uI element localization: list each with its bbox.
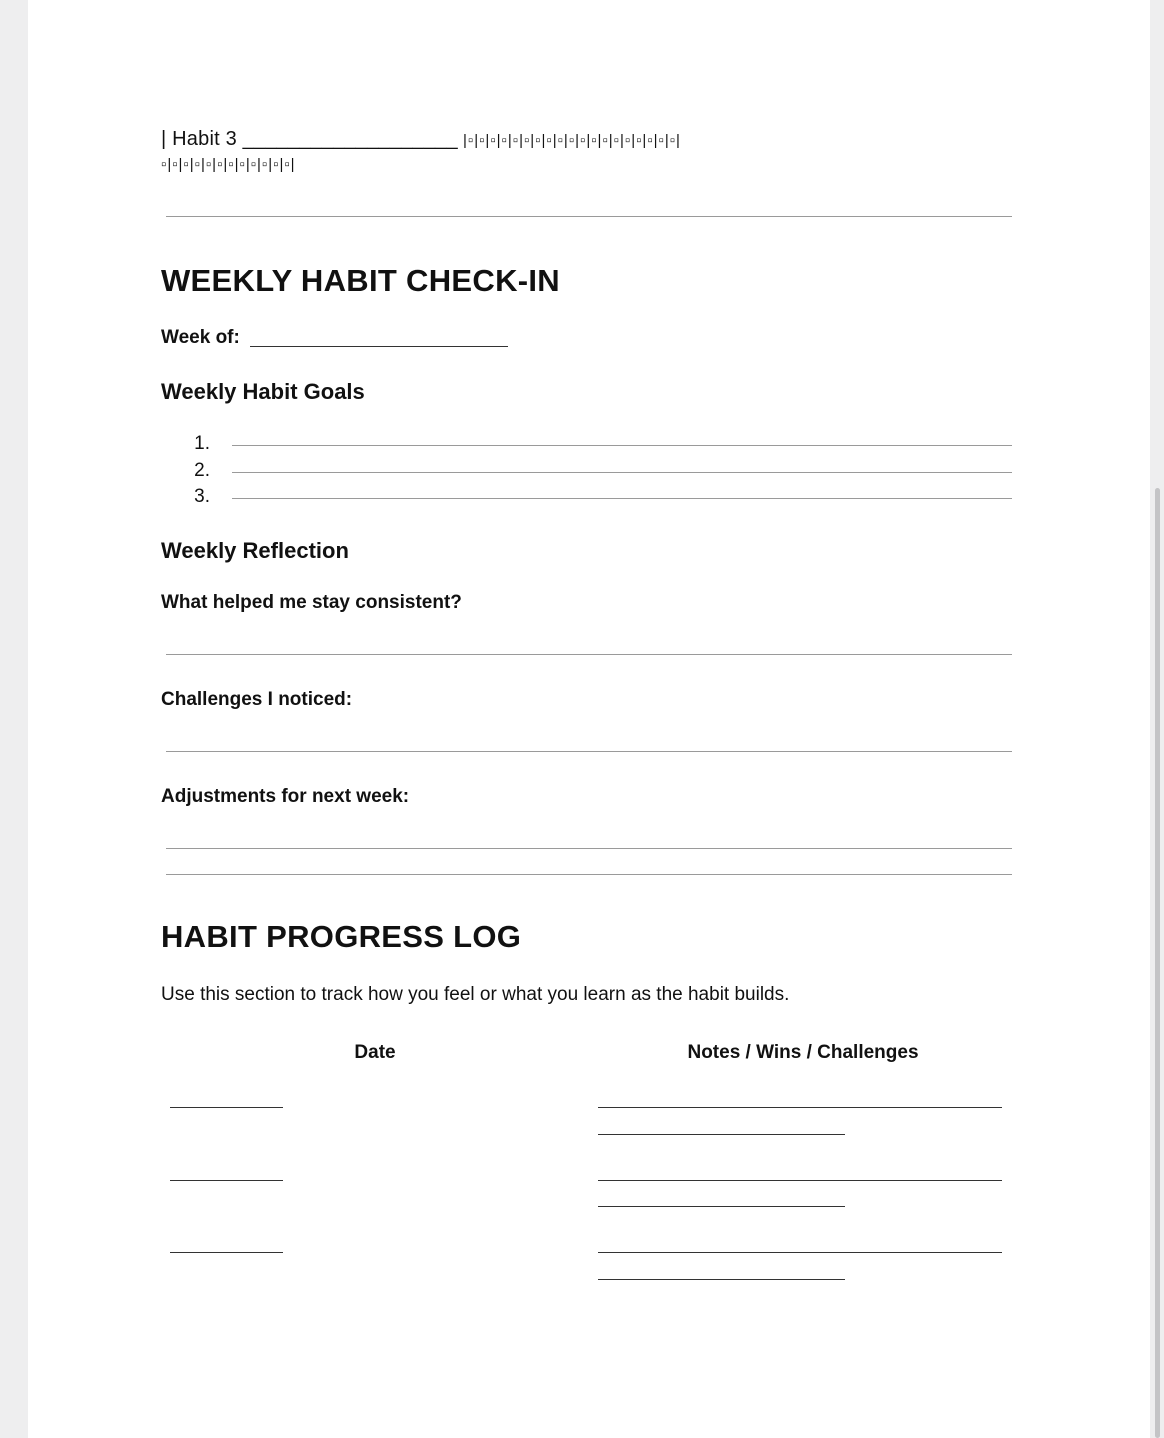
answer-adjustments-field-2[interactable] xyxy=(166,874,1012,875)
question-challenges: Challenges I noticed: xyxy=(161,689,353,710)
habit-3-label: | Habit 3 ___________________ xyxy=(161,128,458,150)
goal-2-field[interactable] xyxy=(232,472,1012,473)
question-adjustments: Adjustments for next week: xyxy=(161,786,410,807)
column-header-date: Date xyxy=(354,1042,396,1063)
goal-number: 2. xyxy=(194,460,210,481)
weekly-checkin-title: WEEKLY HABIT CHECK-IN xyxy=(161,263,560,298)
log-date-field-1[interactable] xyxy=(170,1107,283,1108)
section-divider xyxy=(166,216,1012,217)
answer-adjustments-field-1[interactable] xyxy=(166,848,1012,849)
column-header-notes: Notes / Wins / Challenges xyxy=(687,1042,919,1063)
log-notes-field-1a[interactable] xyxy=(598,1107,1002,1108)
habit-3-row xyxy=(161,128,681,151)
weekly-goals-title: Weekly Habit Goals xyxy=(161,379,365,404)
log-notes-field-2a[interactable] xyxy=(598,1180,1002,1181)
answer-consistent-field[interactable] xyxy=(166,654,1012,655)
log-date-field-3[interactable] xyxy=(170,1252,283,1253)
log-notes-field-3b[interactable] xyxy=(598,1279,845,1280)
goal-number: 3. xyxy=(194,486,210,507)
progress-log-intro: Use this section to track how you feel or what you learn as the habit builds. xyxy=(161,984,790,1005)
progress-log-title: HABIT PROGRESS LOG xyxy=(161,919,522,954)
week-of-label: Week of: xyxy=(161,327,240,348)
log-notes-field-1b[interactable] xyxy=(598,1134,845,1135)
goal-1-field[interactable] xyxy=(232,445,1012,446)
answer-challenges-field[interactable] xyxy=(166,751,1012,752)
question-consistent: What helped me stay consistent? xyxy=(161,592,462,613)
goal-3-field[interactable] xyxy=(232,498,1012,499)
log-notes-field-2b[interactable] xyxy=(598,1206,845,1207)
log-notes-field-3a[interactable] xyxy=(598,1252,1002,1253)
week-of-field[interactable] xyxy=(250,346,508,347)
habit-3-checkboxes-row-1[interactable]: |▫|▫|▫|▫|▫|▫|▫|▫|▫|▫|▫|▫|▫|▫|▫|▫|▫|▫|▫| xyxy=(457,132,681,149)
weekly-reflection-title: Weekly Reflection xyxy=(161,538,349,563)
scrollbar[interactable] xyxy=(1155,488,1160,1438)
habit-3-checkboxes-row-2[interactable]: ▫|▫|▫|▫|▫|▫|▫|▫|▫|▫|▫|▫| xyxy=(161,156,296,173)
log-date-field-2[interactable] xyxy=(170,1180,283,1181)
goal-number: 1. xyxy=(194,433,210,454)
